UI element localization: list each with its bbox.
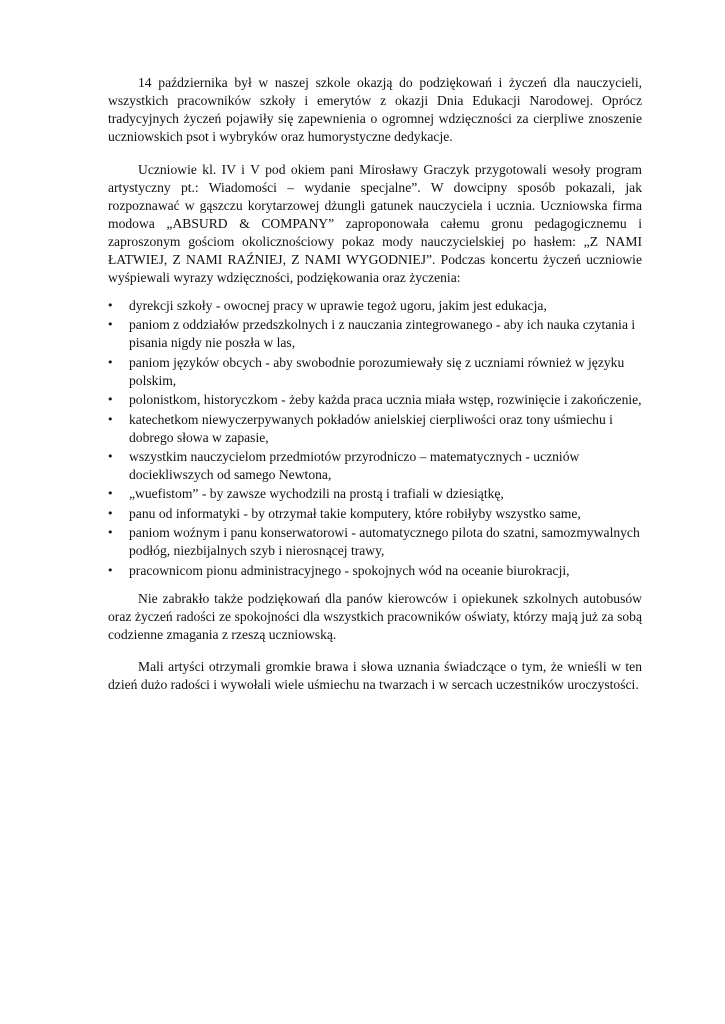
list-item [108,485,642,503]
bullet-icon: • [107,393,114,407]
wishes-list [108,297,642,580]
list-item-text: „wuefistom” - by zawsze wychodzili na prostą i trafiali w dziesiątkę, [129,486,504,502]
bullet-icon: • [107,526,114,540]
bullet-icon: • [107,299,114,312]
intro-paragraph: 14 października był w naszej szkole okazją do podziękowań i życzeń dla nauczycieli, wszystkich pracowników szkoły i emerytów z okazji Dnia Edukacji Narodowej. Oprócz tradycyjnych życzeń pojawiły się zapewnienia o ogromnej wdzięczności za cierpliwe znoszenie uczniowskich psot i wybryków oraz humorystyczne dedykacje. [108,75,642,144]
list-item-text: paniom języków obcych - aby swobodnie porozumiewały się z uczniami również w języku polskim, [129,354,625,388]
list-item-text: dyrekcji szkoły - owocnej pracy w uprawie tegoż ugoru, jakim jest edukacja, [129,298,547,313]
program-paragraph: Uczniowie kl. IV i V pod okiem pani Mirosławy Graczyk przygotowali wesoły program artystyczny pt.: Wiadomości – wydanie specjalne”. W dowcipny sposób pokazali, jak rozpoznawać w gąszczu korytarzowej dżungli gatunek nauczyciela i ucznia. Uczniowska firma modowa „ABSURD & COMPANY” zaproponowała całemu gronu pedagogicznemu i zaproszonym gościom okolicznościowy pokaz mody nauczycielskiej po hasłem: „Z NAMI ŁATWIEJ, Z NAMI RAŹNIEJ, Z NAMI WYGODNIEJ”. Podczas koncertu życzeń uczniowie wyśpiewali wyrazy wdzięczności, podziękowania oraz życzenia: [108,162,642,285]
list-item [108,524,642,560]
document-page [108,74,642,694]
list-item-text: paniom z oddziałów przedszkolnych i z nauczania zintegrowanego - aby ich nauka czytania i pisania nigdy nie poszła w las, [129,317,636,351]
thanks-paragraph: Nie zabrakło także podziękowań dla panów kierowców i opiekunek szkolnych autobusów oraz życzeń radości ze spokojności dla wszystkich pracowników oświaty, którzy mają już za sobą codzienne zmagania z rzeszą uczniowską. [108,590,642,642]
list-item [108,297,642,315]
list-item [108,411,642,447]
bullet-icon: • [107,506,114,520]
list-item [108,448,642,484]
list-item [108,316,642,352]
list-item-text: pracownicom pionu administracyjnego - spokojnych wód na oceanie biurokracji, [129,562,570,578]
list-item-text: polonistkom, historyczkom - żeby każda praca ucznia miała wstęp, rozwinięcie i zakończenie, [129,392,642,408]
bullet-icon: • [107,318,114,332]
list-item-text: paniom woźnym i panu konserwatorowi - automatycznego pilota do szatni, samozmywalnych podłóg, niezbijalnych szyb i nierosnącej trawy, [129,525,640,559]
bullet-icon: • [107,563,114,577]
list-item [108,354,642,390]
list-item [108,562,642,580]
bullet-icon: • [107,355,114,369]
list-item-text: katechetkom niewyczerpywanych pokładów anielskiej cierpliwości oraz tony uśmiechu i dobrego słowa w zapasie, [129,411,613,445]
list-item [108,505,642,523]
list-item-text: panu od informatyki - by otrzymał takie komputery, które robiłyby wszystko same, [129,505,581,521]
closing-paragraph: Mali artyści otrzymali gromkie brawa i słowa uznania świadczące o tym, że wnieśli w ten dzień dużo radości i wywołali wiele uśmiechu na twarzach i w sercach uczestników uroczystości. [108,658,642,692]
bullet-icon: • [107,449,114,463]
list-item [108,391,642,409]
bullet-icon: • [107,487,114,501]
list-item-text: wszystkim nauczycielom przedmiotów przyrodniczo – matematycznych - uczniów dociekliwszych od samego Newtona, [129,448,580,482]
bullet-icon: • [107,412,114,426]
